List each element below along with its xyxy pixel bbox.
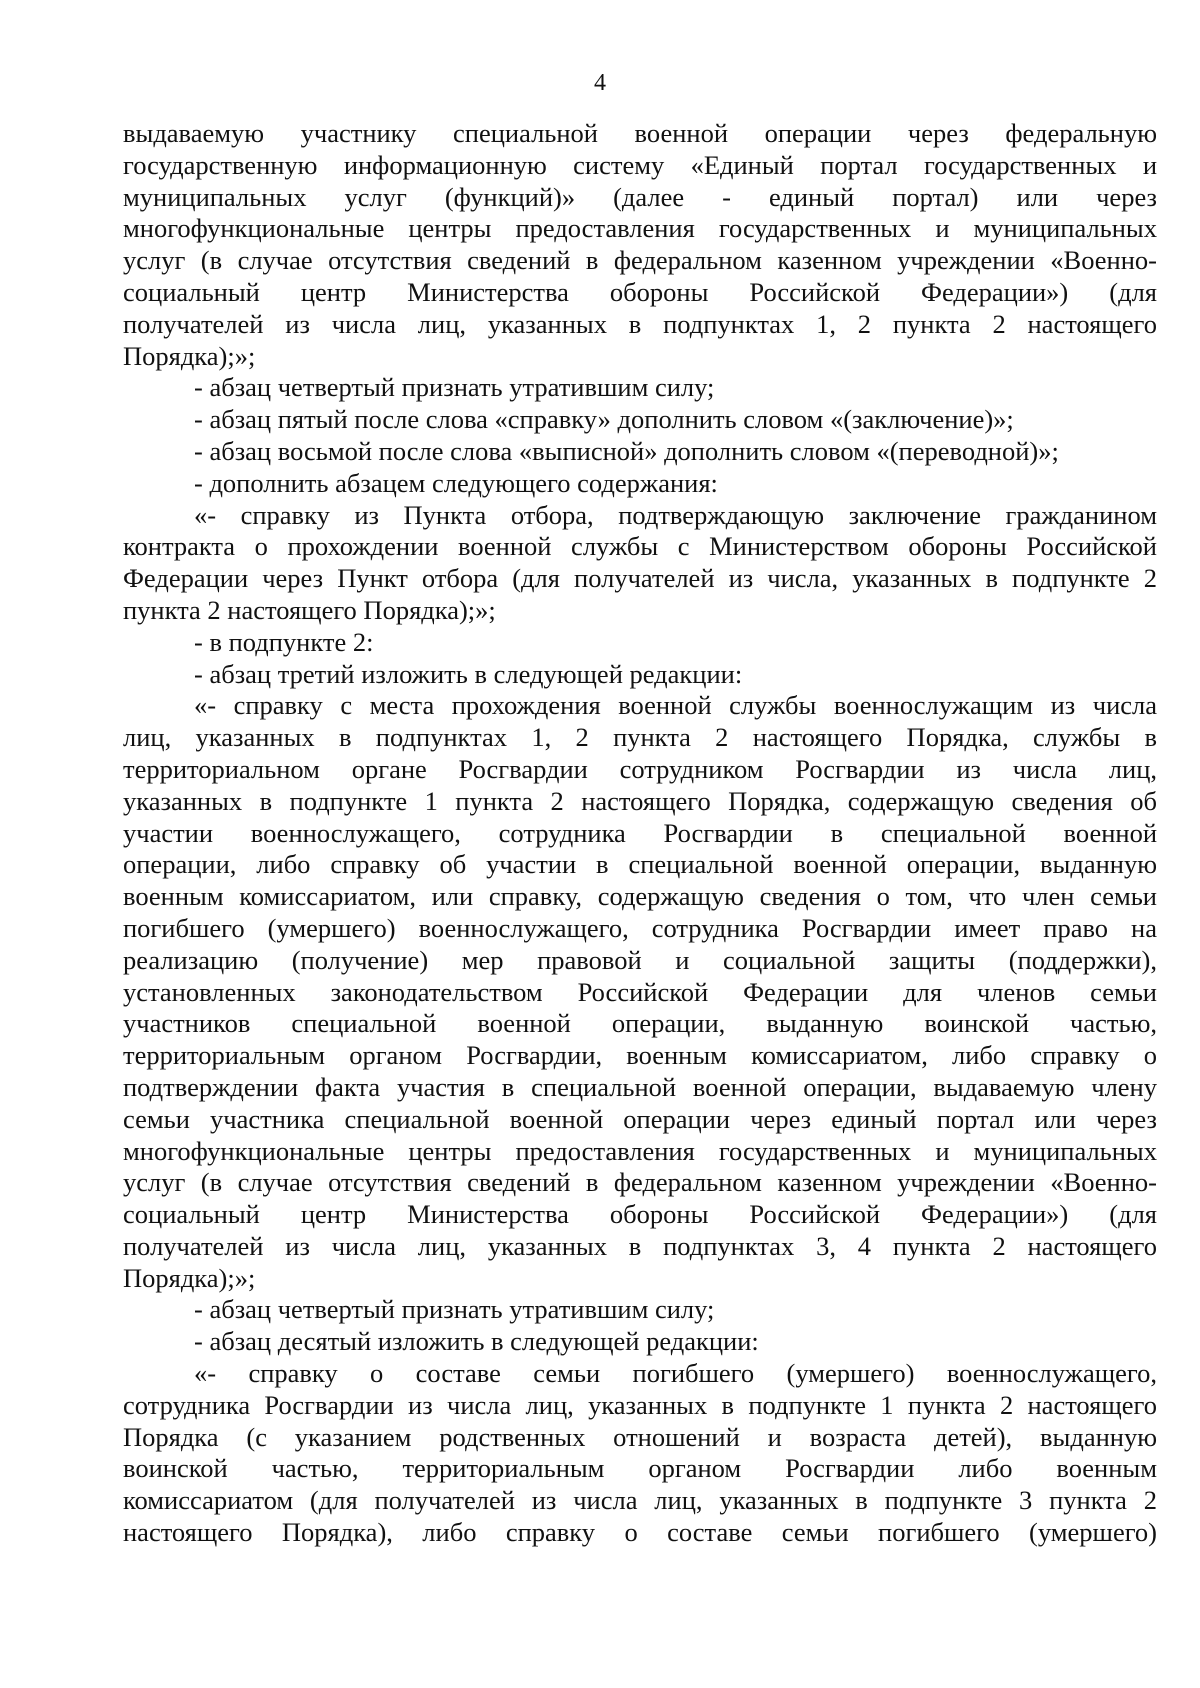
text-line: семьи участника специальной военной операции через единый портал или через (123, 1103, 1157, 1134)
text-line: Порядка);»; (123, 340, 256, 371)
text-line: территориальном органе Росгвардии сотрудником Росгвардии из числа лиц, (123, 753, 1157, 784)
text-line: государственную информационную систему «Единый портал государственных и (123, 149, 1157, 180)
text-line: реализацию (получение) мер правовой и социальной защиты (поддержки), (123, 944, 1157, 975)
text-line: «- справку из Пункта отбора, подтверждающую заключение гражданином (194, 499, 1157, 530)
text-line: многофункциональные центры предоставления государственных и муниципальных (123, 213, 1157, 244)
text-line: воинской частью, территориальным органом Росгвардии либо военным (123, 1453, 1157, 1484)
text-line: пункта 2 настоящего Порядка);»; (123, 594, 496, 625)
text-line: получателей из числа лиц, указанных в подпунктах 3, 4 пункта 2 настоящего (123, 1230, 1157, 1261)
text-line: социальный центр Министерства обороны Российской Федерации») (для (123, 276, 1157, 307)
text-line: участии военнослужащего, сотрудника Росгвардии в специальной военной (123, 817, 1157, 848)
text-line: - абзац восьмой после слова «выписной» дополнить словом «(переводной)»; (194, 435, 1059, 466)
text-line: выдаваемую участнику специальной военной операции через федеральную (123, 118, 1157, 148)
text-line: Порядка);»; (123, 1262, 256, 1293)
text-line: получателей из числа лиц, указанных в подпунктах 1, 2 пункта 2 настоящего (123, 308, 1157, 339)
text-line: Порядка (с указанием родственных отношений и возраста детей), выданную (123, 1421, 1157, 1452)
text-line: - абзац четвертый признать утратившим силу; (194, 372, 715, 403)
text-line: комиссариатом (для получателей из числа лиц, указанных в подпункте 3 пункта 2 (123, 1485, 1157, 1516)
text-line: Федерации через Пункт отбора (для получателей из числа, указанных в подпункте 2 (123, 563, 1157, 594)
document-body (123, 118, 1157, 1549)
text-line: «- справку с места прохождения военной службы военнослужащим из числа (194, 690, 1157, 721)
text-line: сотрудника Росгвардии из числа лиц, указанных в подпункте 1 пункта 2 настоящего (123, 1389, 1157, 1420)
text-line: указанных в подпункте 1 пункта 2 настоящего Порядка, содержащую сведения об (123, 785, 1157, 816)
text-line: погибшего (умершего) военнослужащего, сотрудника Росгвардии имеет право на (123, 912, 1157, 943)
text-line: услуг (в случае отсутствия сведений в федеральном казенном учреждении «Военно- (123, 245, 1157, 276)
text-line: контракта о прохождении военной службы с Министерством обороны Российской (123, 531, 1157, 562)
text-line: - дополнить абзацем следующего содержания: (194, 467, 718, 498)
text-line: подтверждении факта участия в специальной военной операции, выдаваемую члену (123, 1071, 1157, 1102)
text-line: лиц, указанных в подпунктах 1, 2 пункта 2 настоящего Порядка, службы в (123, 722, 1157, 753)
text-line: установленных законодательством Российской Федерации для членов семьи (123, 976, 1157, 1007)
text-line: - в подпункте 2: (194, 626, 374, 657)
text-line: - абзац третий изложить в следующей редакции: (194, 658, 743, 689)
text-line: участников специальной военной операции, выданную воинской частью, (123, 1008, 1157, 1039)
text-line: настоящего Порядка), либо справку о составе семьи погибшего (умершего) (123, 1517, 1157, 1548)
text-line: услуг (в случае отсутствия сведений в федеральном казенном учреждении «Военно- (123, 1167, 1157, 1198)
text-line: социальный центр Министерства обороны Российской Федерации») (для (123, 1199, 1157, 1230)
text-line: военным комиссариатом, или справку, содержащую сведения о том, что член семьи (123, 881, 1157, 912)
text-line: - абзац пятый после слова «справку» дополнить словом «(заключение)»; (194, 404, 1014, 435)
text-line: операции, либо справку об участии в специальной военной операции, выданную (123, 849, 1157, 880)
text-line: «- справку о составе семьи погибшего (умершего) военнослужащего, (194, 1358, 1157, 1389)
page-number: 4 (594, 70, 606, 96)
text-line: - абзац четвертый признать утратившим силу; (194, 1294, 715, 1325)
text-line: - абзац десятый изложить в следующей редакции: (194, 1326, 759, 1357)
text-line: муниципальных услуг (функций)» (далее - единый портал) или через (123, 181, 1157, 212)
text-line: многофункциональные центры предоставления государственных и муниципальных (123, 1135, 1157, 1166)
text-line: территориальным органом Росгвардии, военным комиссариатом, либо справку о (123, 1040, 1157, 1071)
